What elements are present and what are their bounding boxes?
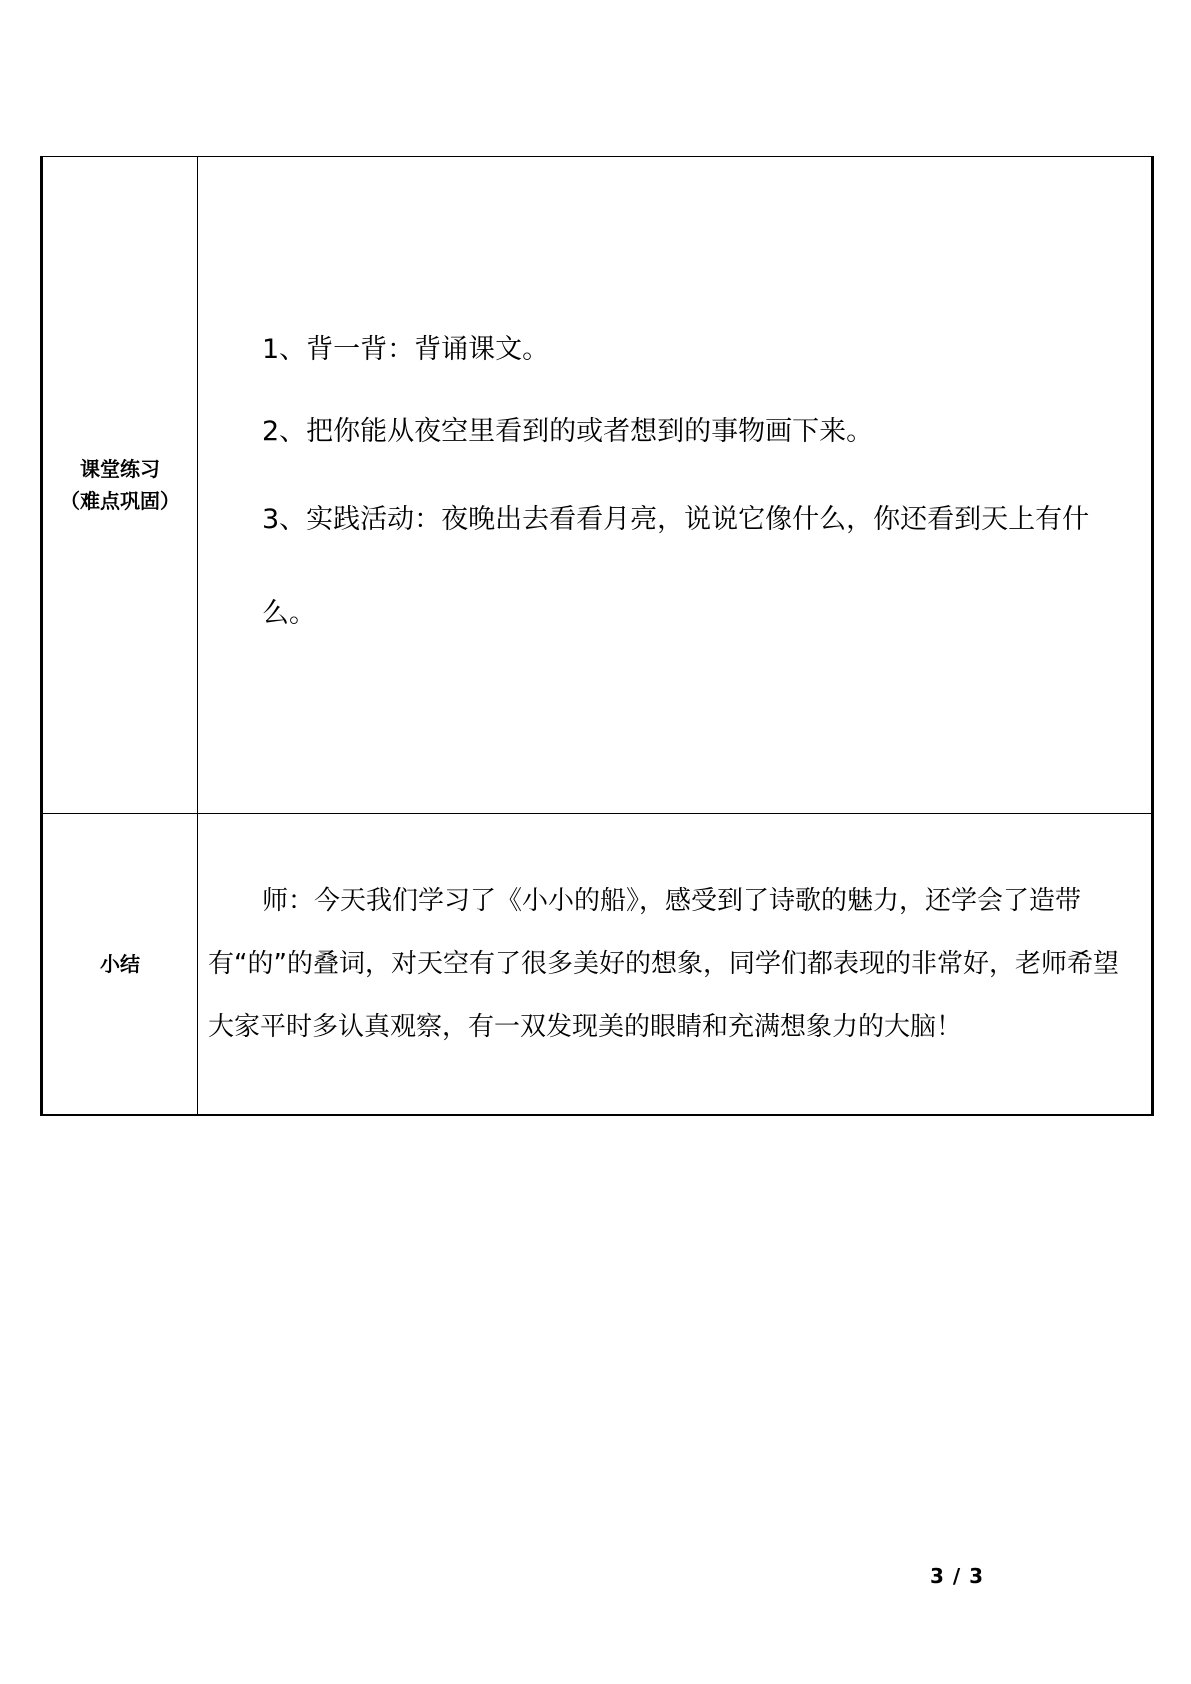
practice-item-1: 1、背一背：背诵课文。 bbox=[262, 334, 550, 365]
page-number: 3 / 3 bbox=[930, 1564, 985, 1588]
practice-label-cell bbox=[42, 157, 198, 814]
summary-content-cell bbox=[198, 814, 1153, 1116]
practice-label: 课堂练习 bbox=[80, 457, 160, 481]
practice-list bbox=[198, 309, 1151, 661]
summary-text: 师：今天我们学习了《小小的船》，感受到了诗歌的魅力，还学会了造带有“的”的叠词，对天空有了很多美好的想象，同学们都表现的非常好，老师希望大家平时多认真观察，有一双发现美的眼睛和充满想象力的大脑！ bbox=[208, 885, 1119, 1042]
summary-label-cell bbox=[42, 814, 198, 1116]
practice-item-3: 3、实践活动：夜晚出去看看月亮，说说它像什么，你还看到天上有什么。 bbox=[262, 504, 1090, 629]
practice-row bbox=[42, 157, 1153, 814]
practice-content-cell bbox=[198, 157, 1153, 814]
summary-label: 小结 bbox=[100, 952, 140, 976]
summary-row bbox=[42, 814, 1153, 1116]
practice-item-2: 2、把你能从夜空里看到的或者想到的事物画下来。 bbox=[262, 416, 874, 447]
practice-sublabel: （难点巩固） bbox=[60, 489, 180, 513]
lesson-table bbox=[40, 156, 1154, 1116]
